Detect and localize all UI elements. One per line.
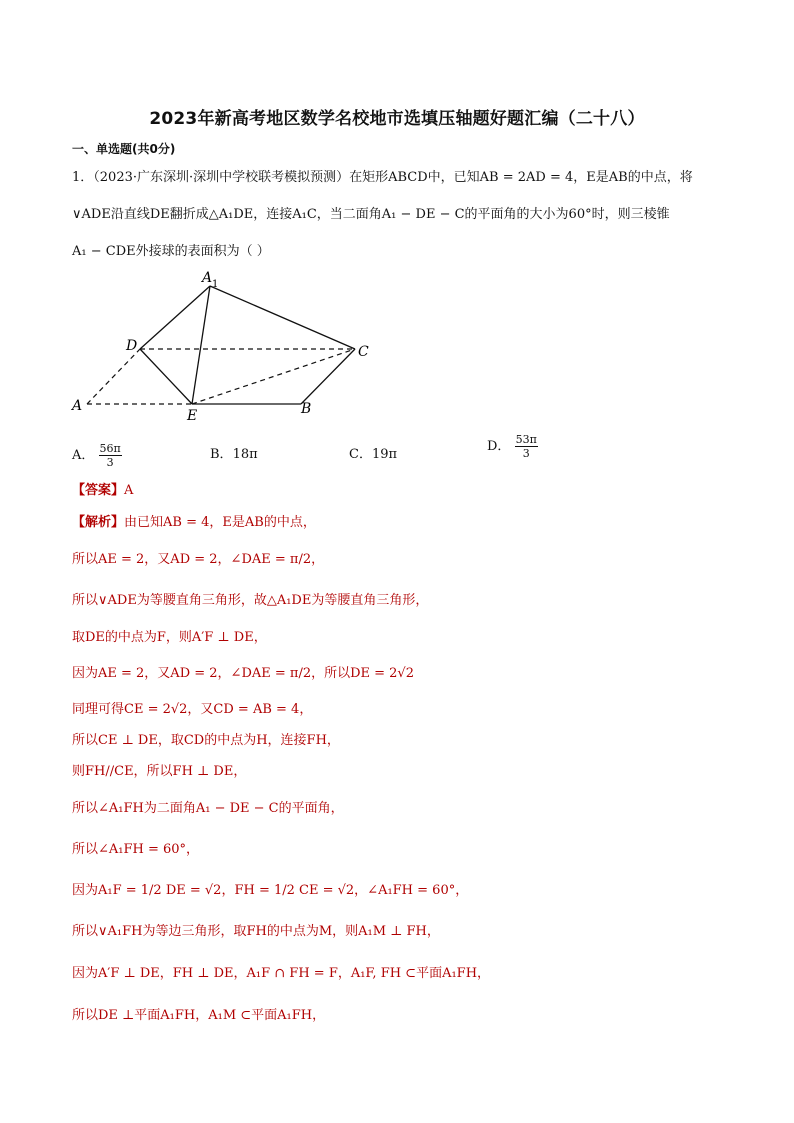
option-b[interactable]: [210, 443, 258, 462]
edge-b-c: [301, 349, 355, 404]
option-d-denominator: 3: [522, 447, 530, 460]
analysis-line-5: 因为AE = 2，又AD = 2，∠DAE = π/2，所以DE = 2√2: [72, 666, 414, 681]
analysis-text-1: 由已知AB = 4，E是AB的中点，: [124, 515, 316, 530]
analysis-line-1: [72, 511, 316, 530]
analysis-line-8: 则FH//CE，所以FH ⊥ DE，: [72, 764, 247, 779]
question-line-1: 1．（2023·广东深圳·深圳中学校联考模拟预测）在矩形ABCD中，已知AB = 2AD = 4，E是AB的中点，将: [72, 170, 693, 185]
label-a1: A: [202, 270, 213, 286]
analysis-line-14: 所以DE ⊥平面A₁FH，A₁M ⊂平面A₁FH，: [72, 1008, 326, 1023]
label-d: D: [126, 338, 138, 354]
question-line-2: ∨ADE沿直线DE翻折成△A₁DE，连接A₁C，当二面角A₁ − DE − C的平面角的大小为60°时，则三棱锥: [72, 207, 670, 222]
analysis-line-4: 取DE的中点为F，则A′F ⊥ DE，: [72, 630, 267, 645]
analysis-line-11: 因为A₁F = 1/2 DE = √2，FH = 1/2 CE = √2，∠A₁FH = 60°，: [72, 883, 469, 898]
edge-e-c: [192, 349, 355, 404]
label-a: A: [72, 398, 83, 414]
question-line-3: A₁ − CDE外接球的表面积为（ ）: [72, 244, 270, 259]
analysis-line-3: 所以∨ADE为等腰直角三角形，故△A₁DE为等腰直角三角形，: [72, 593, 429, 608]
analysis-line-7: 所以CE ⊥ DE，取CD的中点为H，连接FH，: [72, 733, 340, 748]
label-a1-sub: 1: [212, 279, 219, 290]
analysis-line-13: 因为A′F ⊥ DE，FH ⊥ DE，A₁F ∩ FH = F，A₁F, FH ⊂平面A₁FH，: [72, 966, 491, 981]
option-b-value: 18π: [232, 447, 258, 462]
analysis-line-9: 所以∠A₁FH为二面角A₁ − DE − C的平面角，: [72, 801, 344, 816]
option-d-key: D．: [487, 439, 511, 454]
answer-value: A: [124, 483, 134, 498]
analysis-tag: 【解析】: [72, 515, 125, 530]
answer-block: [72, 479, 133, 498]
edge-d-e: [140, 349, 192, 404]
option-a[interactable]: [72, 442, 122, 469]
option-a-key: A．: [72, 448, 95, 463]
label-e: E: [187, 408, 198, 424]
option-d[interactable]: [487, 433, 538, 460]
analysis-line-12: 所以∨A₁FH为等边三角形，取FH的中点为M，则A₁M ⊥ FH，: [72, 924, 440, 939]
option-c[interactable]: [349, 443, 397, 462]
edge-a1-d: [140, 286, 210, 349]
geometry-figure: [60, 268, 390, 428]
answer-tag: 【答案】: [72, 483, 125, 498]
page-title: 2023年新高考地区数学名校地市选填压轴题好题汇编（二十八）: [149, 109, 645, 129]
option-c-value: 19π: [371, 447, 398, 462]
label-b: B: [301, 401, 312, 417]
edge-a-d: [87, 349, 140, 404]
analysis-line-10: 所以∠A₁FH = 60°，: [72, 842, 200, 857]
option-a-numerator: 56π: [99, 442, 121, 455]
edge-a1-c: [210, 286, 355, 349]
analysis-line-2: 所以AE = 2，又AD = 2，∠DAE = π/2，: [72, 552, 325, 567]
label-c: C: [358, 344, 369, 360]
option-c-key: C．: [349, 447, 372, 462]
section-heading: 一、单选题(共0分): [72, 142, 176, 156]
edge-a1-e: [192, 286, 210, 404]
analysis-line-6: 同理可得CE = 2√2，又CD = AB = 4，: [72, 702, 313, 717]
option-a-denominator: 3: [106, 456, 114, 469]
option-d-numerator: 53π: [515, 433, 537, 446]
option-b-key: B．: [210, 447, 233, 462]
